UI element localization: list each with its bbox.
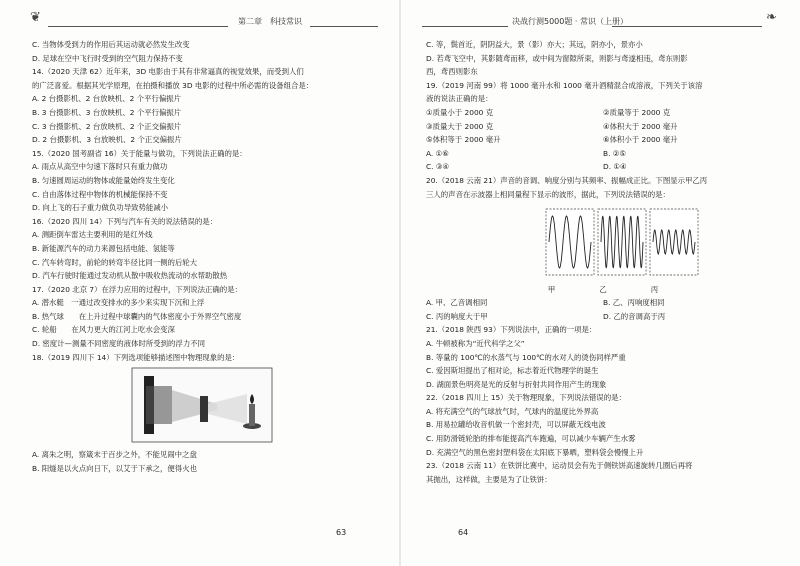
oscilloscope-waveforms bbox=[426, 203, 780, 281]
text-line: C. 爱因斯坦提出了相对论，标志着近代物理学的诞生 bbox=[426, 366, 599, 376]
pinhole-board-shape bbox=[200, 396, 208, 422]
answer-option: D. ①④ bbox=[603, 162, 627, 172]
answer-option: B. 阳燧是以火点向日下，以艾于下承之，便得火也 bbox=[32, 463, 197, 473]
waveform-labels bbox=[426, 283, 780, 296]
text-line: A. 牛顿被称为“近代科学之父” bbox=[426, 338, 525, 348]
right-page bbox=[400, 0, 800, 566]
text-line: C. 用防滑链轮胎的排布能提高汽车跑遍，可以减少车辆产生水雾 bbox=[426, 434, 636, 444]
corner-ornament-icon: ❦ bbox=[30, 10, 41, 25]
candle-shape bbox=[249, 404, 255, 426]
text-line: B. 用易拉罐给收音机做一个密封壳，可以屏蔽无线电波 bbox=[426, 420, 606, 430]
text-line: 西，鸢西则影东 bbox=[426, 67, 478, 77]
answer-option: B. ②⑤ bbox=[603, 148, 627, 158]
right-page-header: 决战行测5000题 · 常识（上册） bbox=[512, 17, 628, 26]
text-line: 液的说法正确的是： bbox=[426, 94, 493, 104]
text-line: B. 新能源汽车的动力来源包括电能、氢能等 bbox=[32, 243, 175, 253]
text-line: 21.（2018 陕西 93）下列说法中，正确的一项是： bbox=[426, 325, 597, 335]
answer-option: B. 乙、丙响度相同 bbox=[603, 298, 665, 308]
text-line: 其抛出，这样做，主要是为了让铁饼： bbox=[426, 474, 552, 484]
text-line: 14.（2020 天津 62）近年来，3D 电影由于其有非常逼真的视觉效果，而受到人们 bbox=[32, 67, 304, 77]
text-line: A. 雨点从高空中匀速下落时只有重力做功 bbox=[32, 162, 168, 172]
answer-option: D. 乙的音调高于丙 bbox=[603, 311, 666, 321]
oscilloscope-figure bbox=[426, 203, 780, 281]
text-line: A. 潜水艇 一通过改变排水的多少来实现下沉和上浮 bbox=[32, 298, 205, 308]
text-line: D. 若鸢飞空中，其影随鸢而移，或中间为窗隙所束，则影与鸢遂相违，鸢东则影 bbox=[426, 53, 688, 63]
answer-option: ④体积大于 2000 毫升 bbox=[603, 121, 678, 131]
text-line: D. 2 台摄影机、3 台放映机、2 个正交偏振片 bbox=[32, 135, 182, 145]
page-number: 64 bbox=[458, 528, 469, 537]
text-line: A. 测距倒车雷达主要利用的是红外线 bbox=[32, 230, 153, 240]
text-line: C. 轮船 在风力更大的江河上吃水会变深 bbox=[32, 325, 175, 335]
answer-option: ⑤体积等于 2000 毫升 bbox=[426, 135, 501, 145]
answer-option: ③质量大于 2000 克 bbox=[426, 121, 494, 131]
optics-figure bbox=[32, 366, 378, 444]
text-line: 16.（2020 四川 14）下列与汽车有关的说法错误的是： bbox=[32, 216, 218, 226]
text-line: 的广泛喜爱。根据其光学原理，在拍摄和播放 3D 电影的过程中所必需的设备组合是： bbox=[32, 80, 314, 90]
text-line: 三人的声音在示波器上相同量程下显示的波形，据此，下列说法错误的是： bbox=[426, 189, 670, 199]
text-line: D. 密度计—测量不同密度的液体时所受到的浮力不同 bbox=[32, 339, 205, 349]
text-line: D. 足球在空中飞行时受到的空气阻力保持不变 bbox=[32, 53, 183, 63]
text-line: 18.（2019 四川下 14）下列选项能够描述图中物理现象的是： bbox=[32, 352, 240, 362]
text-line: C. 当物体受到力的作用后其运动就必然发生改变 bbox=[32, 40, 190, 49]
text-line: D. 汽车行驶时能通过发动机从散中吸收热流动的水帮助散热 bbox=[32, 271, 228, 281]
text-line: C. 自由落体过程中物体的机械能保持不变 bbox=[32, 189, 168, 199]
text-line: D. 充满空气的黑色密封塑料袋在太阳底下暴晒，塑料袋会慢慢上升 bbox=[426, 447, 644, 457]
optics-figure-drawing bbox=[32, 366, 378, 444]
waveform-label: 乙 bbox=[599, 285, 607, 295]
waveform-label: 甲 bbox=[547, 285, 556, 295]
text-line: D. 向上飞的石子重力做负功导致势能减小 bbox=[32, 203, 169, 213]
waveform-label: 丙 bbox=[650, 285, 659, 295]
header-rule bbox=[612, 26, 762, 27]
text-line: B. 热气球 在上升过程中球囊内的气体密度小于外界空气密度 bbox=[32, 311, 242, 321]
text-line: B. 3 台摄影机、3 台放映机、2 个平行偏振片 bbox=[32, 107, 182, 117]
answer-option: C. 丙的响度大于甲 bbox=[426, 311, 488, 321]
text-line: A. 将充满空气的气球放气时，气球内的温度比外界高 bbox=[426, 406, 599, 416]
header-rule bbox=[48, 26, 228, 27]
text-line: C. 等，鬓首近，阴阴益大，景（影）亦大；其远，阴亦小，景亦小 bbox=[426, 40, 643, 49]
answer-option: ②质量等于 2000 克 bbox=[603, 107, 671, 117]
text-line: A. 2 台摄影机、2 台放映机、2 个平行偏振片 bbox=[32, 94, 182, 104]
text-line: 22.（2018 四川上 15）关于物理现象，下列说法错误的是： bbox=[426, 393, 626, 403]
answer-option: A. 甲、乙音调相同 bbox=[426, 298, 488, 308]
right-page-content bbox=[426, 38, 780, 486]
text-line: 19.（2019 河南 99）将 1000 毫升水和 1000 毫升酒精混合成溶液，下列关于该溶 bbox=[426, 80, 703, 90]
page-number: 63 bbox=[336, 528, 347, 537]
text-line: 23.（2018 云南 11）在铁饼比赛中，运动员会有先于侧铁饼高速旋转几圈后再将 bbox=[426, 461, 693, 471]
header-rule bbox=[422, 26, 508, 27]
answer-option: C. ③④ bbox=[426, 162, 450, 172]
left-page-content bbox=[32, 38, 378, 475]
text-line: 15.（2020 国考副省 16）关于能量与做功，下列说法正确的是： bbox=[32, 148, 247, 158]
text-line: 20.（2018 云南 21）声音的音调、响度分别与其频率、振幅成正比。下图显示甲乙丙 bbox=[426, 175, 708, 185]
answer-option: ⑥体积小于 2000 毫升 bbox=[603, 135, 678, 145]
header-rule bbox=[310, 26, 378, 27]
text-line: B. 等量的 100℃的水蒸气与 100℃的水对人的烫伤同样严重 bbox=[426, 352, 626, 362]
text-line: D. 湖面景色明亮是光的反射与折射共同作用产生的现象 bbox=[426, 379, 607, 389]
text-line: 17.（2020 北京 7）在浮力应用的过程中，下列说法正确的是： bbox=[32, 284, 242, 294]
answer-option: A. ①⑥ bbox=[426, 148, 449, 158]
answer-option: A. 离朱之明，察箴末于百步之外，不能见闹中之盘 bbox=[32, 450, 197, 460]
text-line: C. 3 台摄影机、2 台放映机、2 个正交偏振片 bbox=[32, 121, 182, 131]
corner-ornament-icon: ❧ bbox=[766, 10, 777, 25]
question-19-options bbox=[426, 106, 780, 174]
question-20-options bbox=[426, 296, 780, 323]
text-line: C. 汽车转弯时，前轮的转弯半径比同一侧的后轮大 bbox=[32, 257, 198, 267]
answer-option: ①质量小于 2000 克 bbox=[426, 107, 494, 117]
left-page-header: 第二章 科技常识 bbox=[238, 17, 302, 26]
text-line: B. 匀速圆周运动的物体或能量始终发生变化 bbox=[32, 175, 175, 185]
